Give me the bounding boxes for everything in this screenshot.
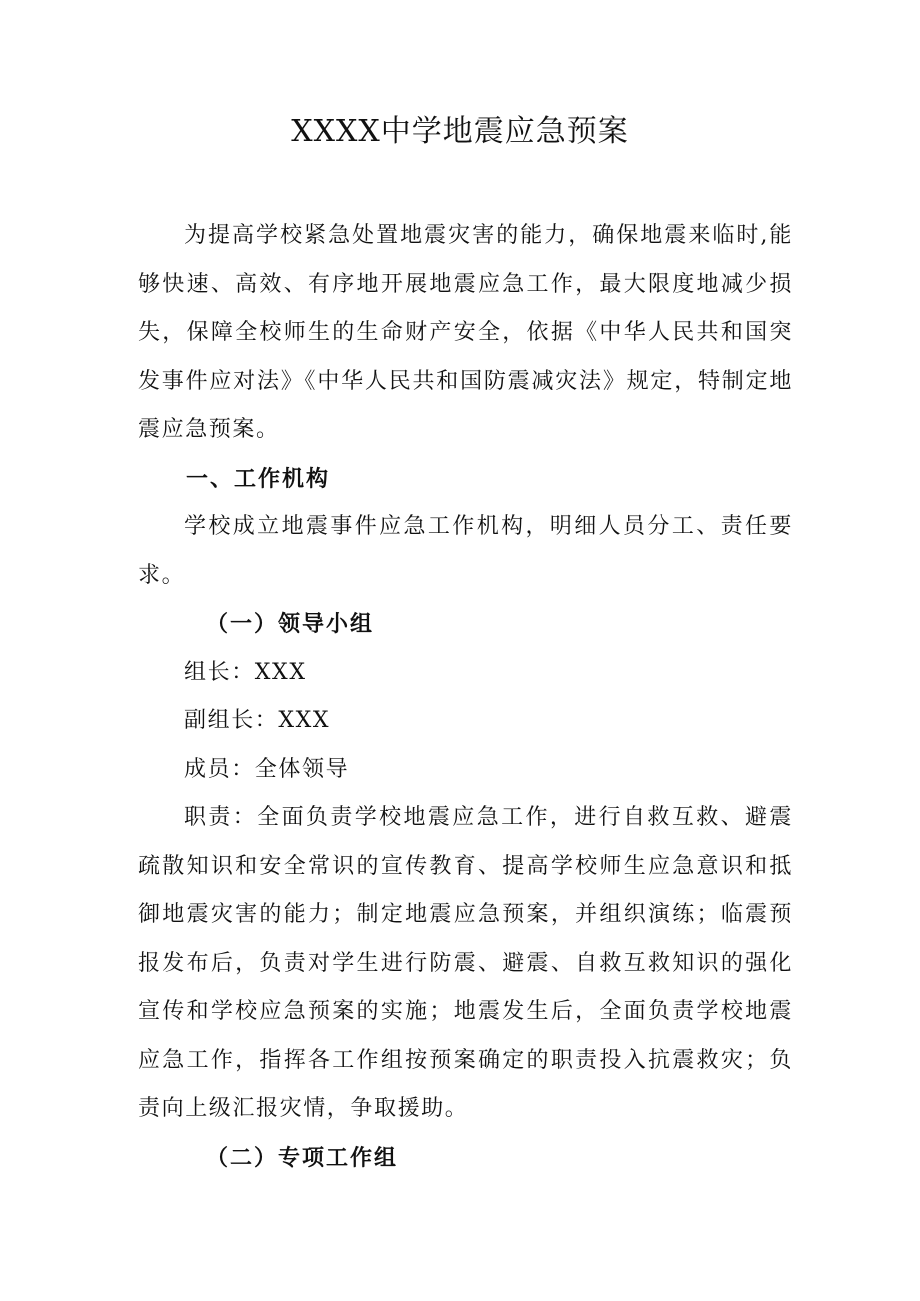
- deputy-leader-line: 副组长：XXX: [184, 708, 331, 733]
- intro-paragraph: 为提高学校紧急处置地震灾害的能力，确保地震来临时,能够快速、高效、有序地开展地震应急工作，最大限度地减少损失，保障全校师生的生命财产安全，依据《中华人民共和国突发事件应对法》《中华人民共和国防震减灾法》规定，特制定地震应急预案。: [138, 223, 793, 442]
- leader-line: 组长：XXX: [184, 659, 307, 685]
- section-paragraph-organization: 学校成立地震事件应急工作机构，明细人员分工、责任要求。: [138, 514, 793, 588]
- subsection-heading-leadership-group: （一）领导小组: [206, 611, 375, 637]
- document-body: [138, 212, 793, 1182]
- subsection-heading-special-work-groups: （二）专项工作组: [206, 1144, 399, 1171]
- members-line: 成员：全体领导: [184, 756, 350, 782]
- duties-paragraph: 职责：全面负责学校地震应急工作，进行自救互救、避震疏散知识和安全常识的宣传教育、提高学校师生应急意识和抵御地震灾害的能力；制定地震应急预案，并组织演练；临震预报发布后，负责对学生进行防震、避震、自救互救知识的强化宣传和学校应急预案的实施；地震发生后，全面负责学校地震应急工作，指挥各工作组按预案确定的职责投入抗震救灾；负责向上级汇报灾情，争取援助。: [138, 805, 793, 1121]
- document-title: XXXX中学地震应急预案: [291, 114, 629, 149]
- section-heading-work-organization: 一、工作机构: [186, 465, 331, 492]
